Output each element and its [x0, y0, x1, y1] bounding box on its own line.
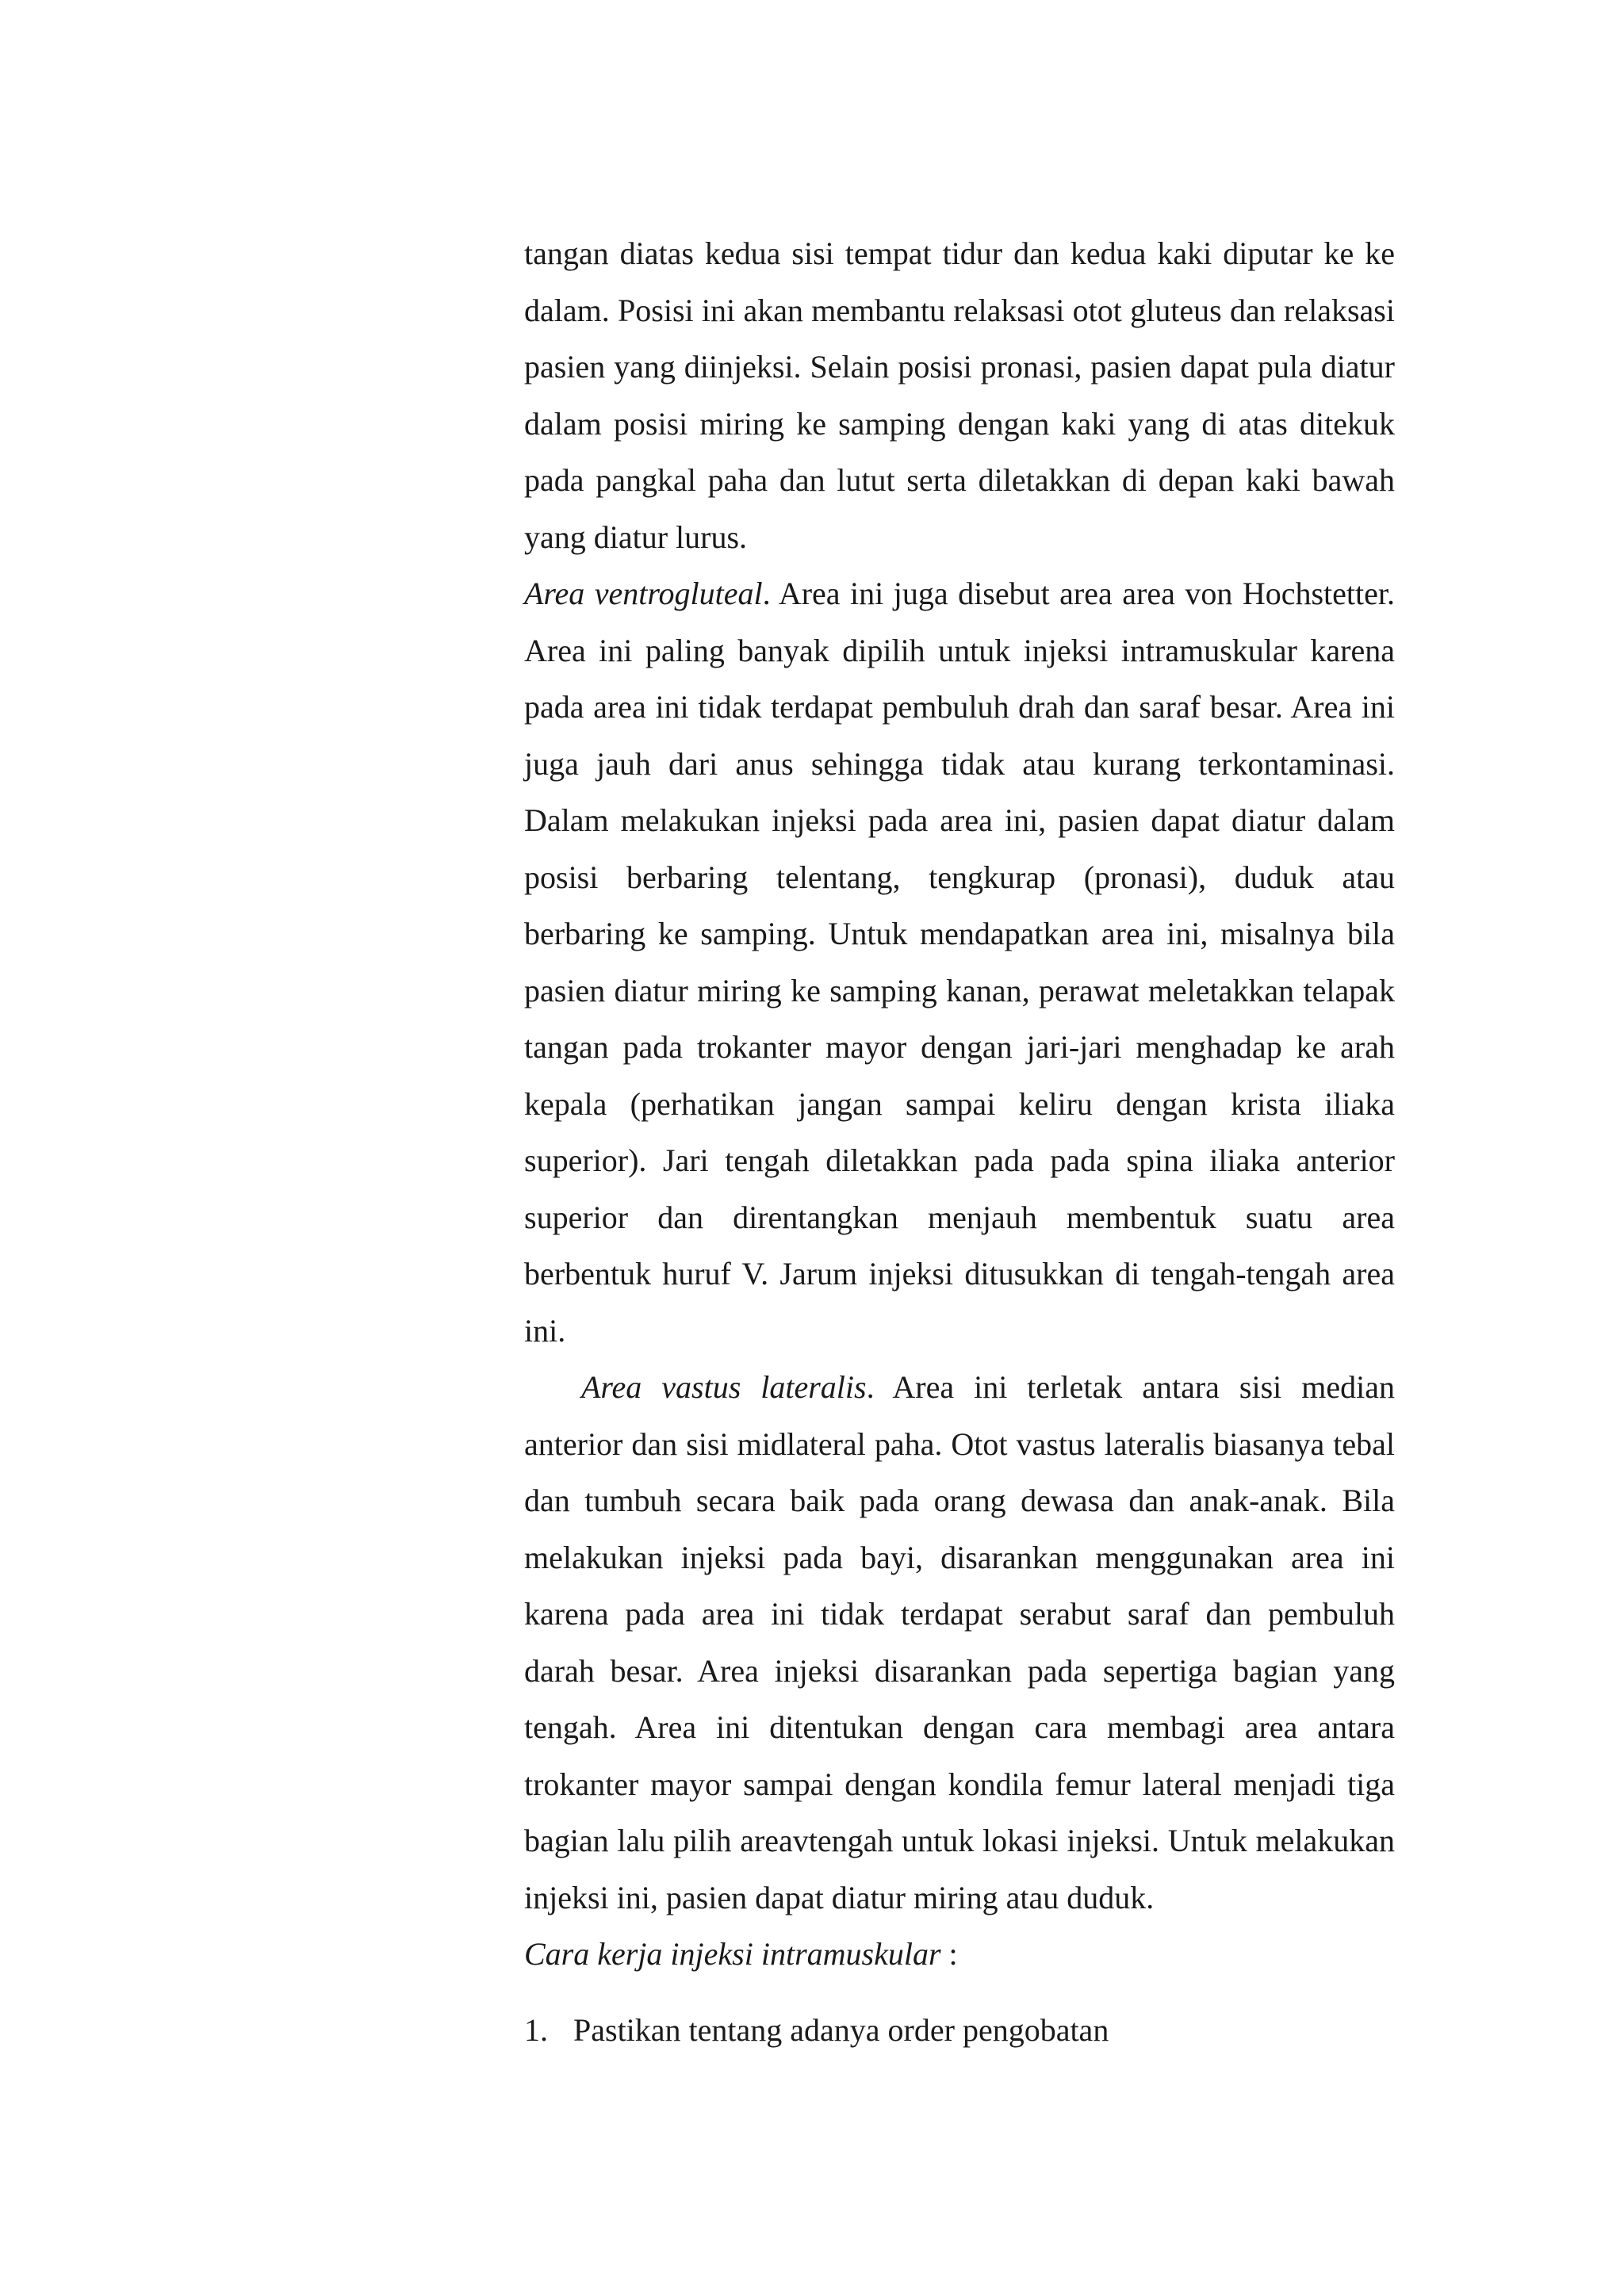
- list-item: [524, 2002, 1395, 2059]
- section-heading-suffix: :: [940, 1936, 958, 1972]
- paragraph-vastus-lateralis: [524, 1359, 1395, 1926]
- section-heading-italic: Cara kerja injeksi intramuskular: [524, 1936, 941, 1972]
- term-ventrogluteal: Area ventrogluteal: [524, 576, 763, 611]
- paragraph-text: . Area ini terletak antara sisi median anterior dan sisi midlateral paha. Otot vastus lateralis biasanya tebal dan tumbuh secara baik pada orang dewasa dan anak-anak. Bila melakukan injeksi pada bayi, disarankan menggunakan area ini karena pada area ini tidak terdapat serabut saraf dan pembuluh darah besar. Area injeksi disarankan pada sepertiga bagian yang tengah. Area ini ditentukan dengan cara membagi area antara trokanter mayor sampai dengan kondila femur lateral menjadi tiga bagian lalu pilih areavtengah untuk lokasi injeksi. Untuk melakukan injeksi ini, pasien dapat diatur miring atau duduk.: [524, 1369, 1395, 1915]
- list-number: 1.: [524, 2011, 548, 2048]
- paragraph-text: tangan diatas kedua sisi tempat tidur dan kedua kaki diputar ke ke dalam. Posisi ini akan membantu relaksasi otot gluteus dan relaksasi pasien yang diinjeksi. Selain posisi pronasi, pasien dapat pula diatur dalam posisi miring ke samping dengan kaki yang di atas ditekuk pada pangkal paha dan lutut serta diletakkan di depan kaki bawah yang diatur lurus.: [524, 235, 1395, 555]
- term-vastus-lateralis: Area vastus lateralis: [581, 1369, 867, 1405]
- paragraph-positioning: [524, 225, 1395, 565]
- spacer: [524, 1983, 1395, 2002]
- paragraph-text: . Area ini juga disebut area area von Hochstetter. Area ini paling banyak dipilih untuk injeksi intramuskular karena pada area ini tidak terdapat pembuluh drah dan saraf besar. Area ini juga jauh dari anus sehingga tidak atau kurang terkontaminasi. Dalam melakukan injeksi pada area ini, pasien dapat diatur dalam posisi berbaring telentang, tengkurap (pronasi), duduk atau berbaring ke samping. Untuk mendapatkan area ini, misalnya bila pasien diatur miring ke samping kanan, perawat meletakkan telapak tangan pada trokanter mayor dengan jari-jari menghadap ke arah kepala (perhatikan jangan sampai keliru dengan krista iliaka superior). Jari tengah diletakkan pada pada spina iliaka anterior superior dan direntangkan menjauh membentuk suatu area berbentuk huruf V. Jarum injeksi ditusukkan di tengah-tengah area ini.: [524, 576, 1395, 1349]
- section-heading: [524, 1926, 1395, 1983]
- paragraph-ventrogluteal: [524, 565, 1395, 1359]
- body-text: [524, 225, 1395, 2058]
- list-text: Pastikan tentang adanya order pengobatan: [573, 2011, 1109, 2048]
